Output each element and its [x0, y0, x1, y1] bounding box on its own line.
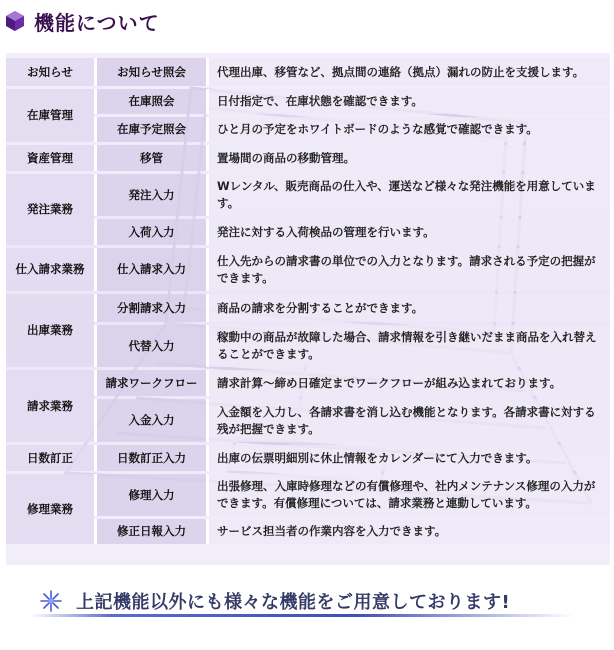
- function-cell: 修理入力: [94, 474, 206, 516]
- table-row: [6, 248, 610, 291]
- description-cell: 出庫の伝票明細別に休止情報をカレンダーにて入力できます。: [206, 445, 610, 471]
- category-cell: 修理業務: [6, 474, 94, 544]
- table-row: [6, 325, 610, 367]
- description-cell: Wレンタル、販売商品の仕入や、運送など様々な発注機能を用意しています。: [206, 174, 610, 216]
- function-cell: 請求ワークフロー: [94, 370, 206, 396]
- description-cell: 発注に対する入荷検品の管理を行います。: [206, 219, 610, 245]
- description-cell: 仕入先からの請求書の単位での入力となります。請求される予定の把握ができます。: [206, 248, 610, 291]
- function-cell: 分割請求入力: [94, 294, 206, 322]
- table-row: [6, 445, 610, 471]
- table-row: [6, 370, 610, 396]
- feature-table: [6, 55, 610, 547]
- function-cell: お知らせ照会: [94, 58, 206, 86]
- table-row: [6, 294, 610, 322]
- page-title: 機能について: [34, 10, 160, 35]
- banner-underline: [30, 614, 575, 617]
- function-cell: 入金入力: [94, 399, 206, 442]
- description-cell: 請求計算～締め日確定までワークフローが組み込まれております。: [206, 370, 610, 396]
- description-cell: 日付指定で、在庫状態を確認できます。: [206, 89, 610, 114]
- table-row: [6, 145, 610, 171]
- description-cell: ひと月の予定をホワイトボードのような感覚で確認できます。: [206, 117, 610, 142]
- function-cell: 発注入力: [94, 174, 206, 216]
- function-cell: 在庫照会: [94, 89, 206, 114]
- function-cell: 仕入請求入力: [94, 248, 206, 291]
- category-cell: 日数訂正: [6, 445, 94, 471]
- description-cell: 代理出庫、移管など、拠点間の連絡（拠点）漏れの防止を支援します。: [206, 58, 610, 86]
- description-cell: 稼動中の商品が故障した場合、請求情報を引き継いだまま商品を入れ替えることができます。: [206, 325, 610, 367]
- table-row: [6, 89, 610, 114]
- table-row: [6, 117, 610, 142]
- description-cell: サービス担当者の作業内容を入力できます。: [206, 519, 610, 544]
- function-cell: 在庫予定照会: [94, 117, 206, 142]
- description-cell: 置場間の商品の移動管理。: [206, 145, 610, 171]
- page-heading: [4, 7, 160, 35]
- purple-gem-icon: [4, 10, 26, 32]
- category-cell: お知らせ: [6, 58, 94, 86]
- table-row: [6, 174, 610, 216]
- function-cell: 入荷入力: [94, 219, 206, 245]
- banner-text: 上記機能以外にも様々な機能をご用意しております!: [76, 592, 511, 613]
- function-cell: 修正日報入力: [94, 519, 206, 544]
- table-row: [6, 219, 610, 245]
- table-row: [6, 474, 610, 516]
- description-cell: 出張修理、入庫時修理などの有償修理や、社内メンテナンス修理の入力ができます。有償修理については、請求業務と連動しています。: [206, 474, 610, 516]
- sparkle-star-icon: [40, 590, 62, 612]
- table-row: [6, 58, 610, 86]
- function-cell: 代替入力: [94, 325, 206, 367]
- category-cell: 在庫管理: [6, 89, 94, 142]
- table-row: [6, 399, 610, 442]
- category-cell: 出庫業務: [6, 294, 94, 367]
- function-cell: 日数訂正入力: [94, 445, 206, 471]
- function-cell: 移管: [94, 145, 206, 171]
- description-cell: 商品の請求を分割することができます。: [206, 294, 610, 322]
- category-cell: 仕入請求業務: [6, 248, 94, 291]
- table-row: [6, 519, 610, 544]
- category-cell: 請求業務: [6, 370, 94, 442]
- category-cell: 資産管理: [6, 145, 94, 171]
- description-cell: 入金額を入力し、各請求書を消し込む機能となります。各請求書に対する残が把握できます。: [206, 399, 610, 442]
- category-cell: 発注業務: [6, 174, 94, 245]
